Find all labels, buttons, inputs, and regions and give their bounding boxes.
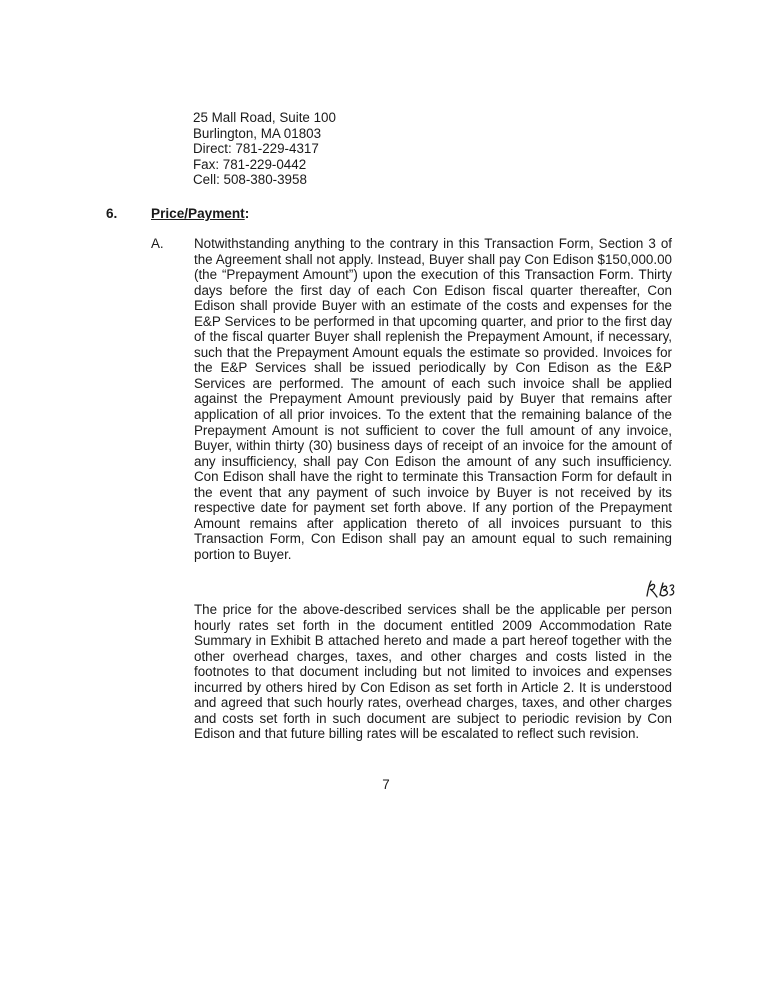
page-number: 7 xyxy=(382,777,390,792)
section-title-text: Price/Payment xyxy=(151,206,245,221)
address-fax: Fax: 781-229-0442 xyxy=(193,156,307,172)
handwritten-initials xyxy=(644,578,678,600)
section-number: 6. xyxy=(106,206,118,221)
address-block xyxy=(193,110,336,188)
paragraph-a-marker: A. xyxy=(151,236,164,251)
address-street: 25 Mall Road, Suite 100 xyxy=(193,110,336,125)
paragraph-a-text: Notwithstanding anything to the contrary in this Transaction Form, Section 3 of the Agreement shall not apply. Instead, Buyer shall pay Con Edison $150,000.00 (the “Prepayment Amount”) upon the execution of this Transaction Form. Thirty days before the first day of each Con Edison fiscal quarter thereafter, Con Edison shall provide Buyer with an estimate of the costs and expenses for the E&P Services to be performed in that upcoming quarter, and prior to the first day of the fiscal quarter Buyer shall replenish the Prepayment Amount, if necessary, such that the Prepayment Amount equals the estimate so provided. Invoices for the E&P Services shall be issued periodically by Con Edison as the E&P Services are performed. The amount of each such invoice shall be applied against the Prepayment Amount previously paid by Buyer that remains after application of all prior invoices. To the extent that the remaining balance of the Prepayment Amount is not sufficient to cover the full amount of any invoice, Buyer, within thirty (30) business days of receipt of an invoice for the amount of any insufficiency, shall pay Con Edison the amount of any such insufficiency. Con Edison shall have the right to terminate this Transaction Form for default in the event that any payment of such invoice by Buyer is not received by its respective date for payment set forth above. If any portion of the Prepayment Amount remains after application thereto of all invoices pursuant to this Transaction Form, Con Edison shall pay an amount equal to such remaining portion to Buyer. xyxy=(194,236,672,562)
address-direct-phone: Direct: 781-229-4317 xyxy=(193,141,319,157)
address-city: Burlington, MA 01803 xyxy=(193,125,322,141)
paragraph-b-text: The price for the above-described services shall be the applicable per person hourly rates set forth in the document entitled 2009 Accommodation Rate Summary in Exhibit B attached hereto and made a part hereof together with the other overhead charges, taxes, and other charges and costs listed in the footnotes to that document including but not limited to invoices and expenses incurred by others hired by Con Edison as set forth in Article 2. It is understood and agreed that such hourly rates, overhead charges, taxes, and other charges and costs set forth in such document are subject to periodic revision by Con Edison and that future billing rates will be escalated to reflect such revision. xyxy=(194,602,672,742)
section-title-colon: : xyxy=(244,206,250,221)
section-title xyxy=(151,206,249,221)
address-cell: Cell: 508-380-3958 xyxy=(193,172,307,188)
